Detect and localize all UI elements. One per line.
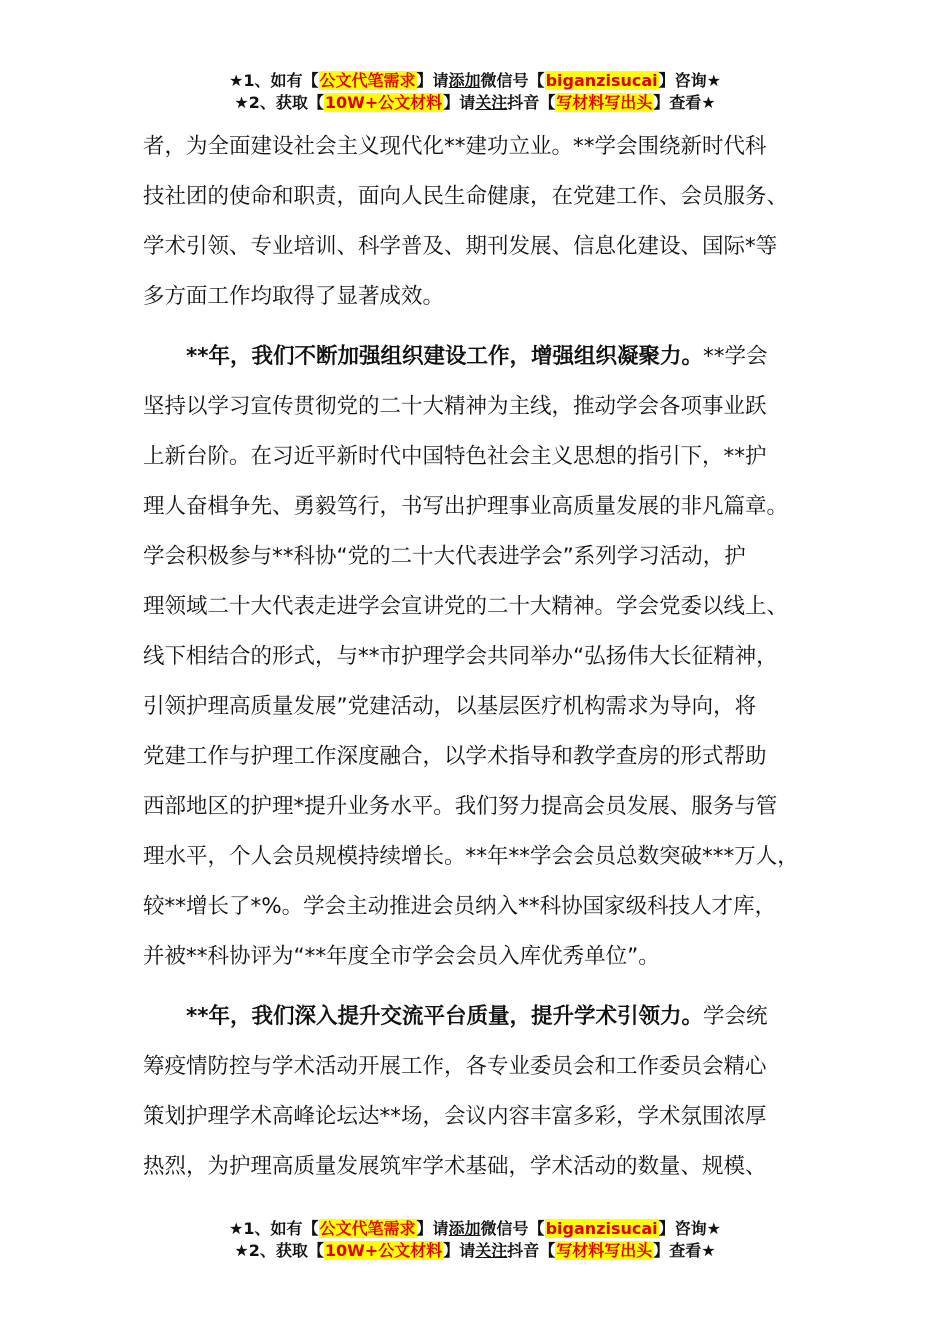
banner-text: 1、如有【 [243, 71, 319, 90]
text-line: 理水平，个人会员规模持续增长。**年**学会会员总数突破***万人， [143, 844, 799, 869]
banner-line-2 [0, 92, 950, 114]
banner-underlined: 关注 [475, 1241, 508, 1260]
text-fragment: 学会统 [703, 1004, 768, 1029]
banner-underlined: 关注 [475, 93, 508, 112]
text-line: 西部地区的护理*提升业务水平。我们努力提高会员发展、服务与管 [143, 794, 778, 819]
banner-text: 1、如有【 [243, 1219, 319, 1238]
banner-line-1 [0, 1218, 950, 1240]
paragraph-2 [143, 332, 833, 982]
text-line: 技社团的使命和职责，面向人民生命健康，在党建工作、会员服务、 [143, 184, 789, 209]
text-line: 策划护理学术高峰论坛达**场，会议内容丰富多彩，学术氛围浓厚 [143, 1104, 767, 1129]
footer-banner [0, 1218, 950, 1262]
text-line: 线下相结合的形式，与**市护理学会共同举办“弘扬伟大长征精神， [143, 644, 778, 669]
text-line: 上新台阶。在习近平新时代中国特色社会主义思想的指引下，**护 [143, 444, 767, 469]
text-line: 学术引领、专业培训、科学普及、期刊发展、信息化建设、国际*等 [143, 234, 778, 259]
banner-text: 微信号【 [480, 71, 545, 90]
document-body [143, 122, 833, 1192]
highlight-douyin: 写材料写出头 [556, 1241, 653, 1260]
star-icon: ★ [234, 1241, 249, 1260]
banner-text: 2、获取【 [248, 1241, 324, 1260]
highlight-materials: 10W+公文材料 [324, 1241, 443, 1260]
text-line [143, 332, 833, 382]
banner-text: 】咨询★ [658, 71, 721, 90]
highlight-service: 公文代笔需求 [319, 1219, 416, 1238]
highlight-douyin: 写材料写出头 [556, 93, 653, 112]
text-line: 筹疫情防控与学术活动开展工作，各专业委员会和工作委员会精心 [143, 1054, 767, 1079]
star-icon: ★ [229, 1219, 244, 1238]
banner-text: 】请 [443, 93, 476, 112]
header-banner [0, 70, 950, 114]
star-icon: ★ [229, 71, 244, 90]
text-line: 坚持以学习宣传贯彻党的二十大精神为主线，推动学会各项事业跃 [143, 394, 767, 419]
banner-text: 抖音【 [507, 93, 556, 112]
banner-underlined: 添加 [448, 1219, 481, 1238]
banner-text: 抖音【 [507, 1241, 556, 1260]
star-icon: ★ [234, 93, 249, 112]
text-line: 较**增长了*%。学会主动推进会员纳入**科协国家级科技人才库， [143, 894, 777, 919]
paragraph-lead: **年，我们深入提升交流平台质量，提升学术引领力。 [186, 1004, 703, 1029]
text-line: 者，为全面建设社会主义现代化**建功立业。**学会围绕新时代科 [143, 134, 767, 159]
banner-text: 】请 [443, 1241, 476, 1260]
banner-text: 】查看★ [653, 93, 716, 112]
highlight-wechat-id: biganzisucai [545, 1219, 658, 1238]
text-line: 理领域二十大代表走进学会宣讲党的二十大精神。学会党委以线上、 [143, 594, 789, 619]
highlight-materials: 10W+公文材料 [324, 93, 443, 112]
paragraph-3 [143, 992, 833, 1192]
text-line [143, 992, 833, 1042]
banner-text: 】咨询★ [658, 1219, 721, 1238]
banner-text: 】请 [416, 71, 449, 90]
banner-line-2 [0, 1240, 950, 1262]
paragraph-lead: **年，我们不断加强组织建设工作，增强组织凝聚力。 [186, 344, 703, 369]
text-line: 引领护理高质量发展”党建活动，以基层医疗机构需求为导向，将 [143, 694, 757, 719]
text-line: 多方面工作均取得了显著成效。 [143, 284, 445, 309]
text-line: 党建工作与护理工作深度融合，以学术指导和教学查房的形式帮助 [143, 744, 767, 769]
banner-text: 2、获取【 [248, 93, 324, 112]
text-line: 理人奋楫争先、勇毅笃行，书写出护理事业高质量发展的非凡篇章。 [143, 494, 789, 519]
text-line: 并被**科协评为“**年度全市学会会员入库优秀单位”。 [143, 944, 660, 969]
paragraph-1 [143, 122, 833, 322]
highlight-wechat-id: biganzisucai [545, 71, 658, 90]
banner-text: 微信号【 [480, 1219, 545, 1238]
highlight-service: 公文代笔需求 [319, 71, 416, 90]
banner-line-1 [0, 70, 950, 92]
text-line: 热烈，为护理高质量发展筑牢学术基础，学术活动的数量、规模、 [143, 1154, 767, 1179]
banner-underlined: 添加 [448, 71, 481, 90]
text-line: 学会积极参与**科协“党的二十大代表进学会”系列学习活动，护 [143, 544, 746, 569]
text-fragment: **学会 [703, 344, 768, 369]
banner-text: 】查看★ [653, 1241, 716, 1260]
banner-text: 】请 [416, 1219, 449, 1238]
